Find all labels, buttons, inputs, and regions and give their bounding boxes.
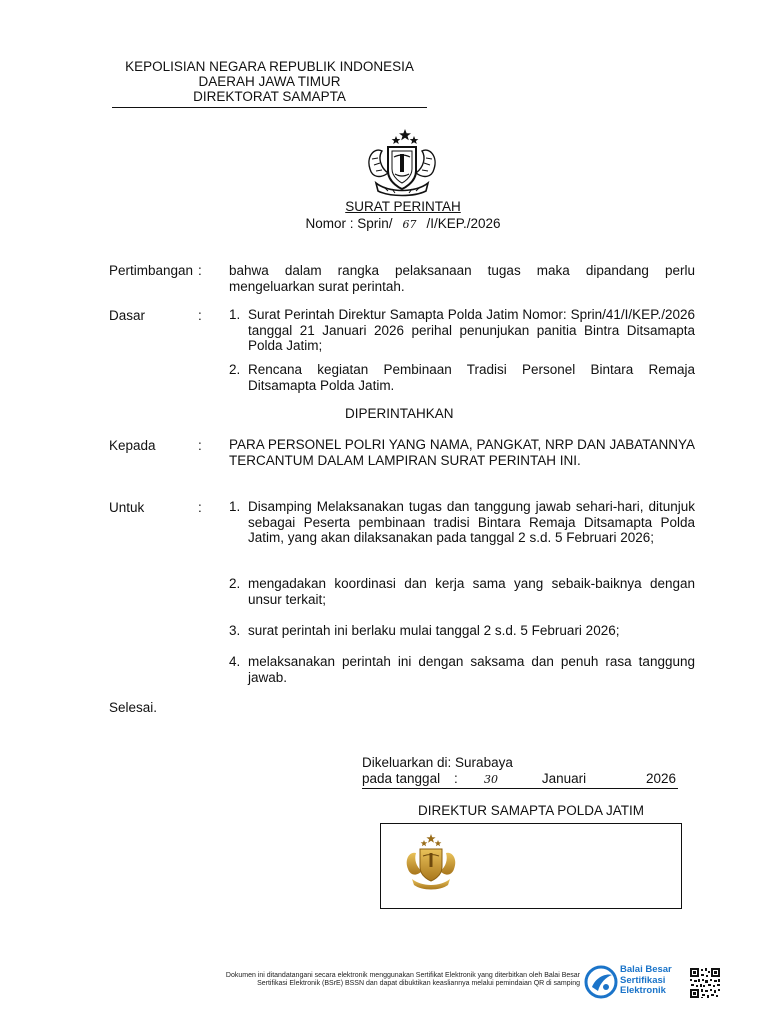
letterhead-line-3: DIREKTORAT SAMAPTA	[193, 89, 346, 104]
nomor-suffix: /I/KEP./2026	[426, 216, 501, 231]
issued-date-label: pada tanggal	[362, 771, 441, 786]
pertimbangan-label: Pertimbangan	[109, 263, 194, 278]
electronic-signature-note	[140, 972, 580, 988]
letterhead-line-2: DAERAH JAWA TIMUR	[198, 74, 341, 89]
untuk-item-number: 2.	[229, 576, 241, 591]
dasar-item-text: Surat Perintah Direktur Samapta Polda Jatim Nomor: Sprin/41/I/KEP./2026 tanggal 21 Januari 2026 perihal penunjukan panitia Bintra Ditsamapta Polda Jatim;	[248, 307, 695, 353]
signatory-position: DIREKTUR SAMAPTA POLDA JATIM	[417, 803, 645, 818]
issued-place-label: Dikeluarkan di	[362, 755, 448, 770]
closing-word: Selesai.	[109, 700, 158, 715]
dasar-item-number: 2.	[229, 362, 241, 377]
document-title: SURAT PERINTAH	[345, 199, 461, 214]
diperintahkan-heading: DIPERINTAHKAN	[345, 406, 454, 421]
dasar-label: Dasar	[109, 308, 146, 323]
untuk-item-number: 1.	[229, 499, 241, 514]
bsre-logo-icon	[584, 965, 618, 999]
issued-date-row	[362, 771, 678, 789]
police-emblem-icon	[360, 127, 444, 199]
untuk-item-number: 4.	[229, 654, 241, 669]
issued-day-handwritten: 30	[484, 773, 498, 786]
issued-date-colon: :	[454, 771, 458, 786]
gold-police-emblem-icon	[402, 833, 460, 893]
dasar-item-number: 1.	[229, 307, 241, 322]
nomor-handwritten-number: 67	[402, 218, 417, 231]
untuk-item-text: surat perintah ini berlaku mulai tanggal 2 s.d. 5 Februari 2026;	[248, 623, 620, 638]
note-line-2: Sertifikasi Elektronik (BSrE) BSSN dan dapat dibuktikan keasliannya melalui pemindaian QR di samping	[257, 980, 580, 987]
untuk-item-number: 3.	[229, 623, 241, 638]
bsre-line-3: Elektronik	[620, 985, 666, 996]
letterhead-underline	[112, 107, 427, 108]
dasar-colon: :	[198, 308, 202, 323]
untuk-item-3	[229, 623, 695, 639]
issued-place-row	[362, 755, 682, 771]
document-number	[296, 215, 510, 233]
letterhead-line-1: KEPOLISIAN NEGARA REPUBLIK INDONESIA	[125, 59, 414, 74]
dasar-item-2	[229, 362, 695, 393]
pertimbangan-colon: :	[198, 263, 202, 278]
issued-place-value: : Surabaya	[447, 755, 513, 770]
untuk-colon: :	[198, 500, 202, 515]
qr-code-icon	[689, 967, 721, 999]
bsre-name	[620, 965, 690, 997]
kepada-colon: :	[198, 438, 202, 453]
pertimbangan-text: bahwa dalam rangka pelaksanaan tugas maka dipandang perlu mengeluarkan surat perintah.	[229, 263, 695, 294]
issued-year: 2026	[645, 771, 676, 786]
dasar-item-text: Rencana kegiatan Pembinaan Tradisi Personel Bintara Remaja Ditsamapta Polda Jatim.	[248, 362, 695, 393]
untuk-item-2	[229, 576, 695, 607]
untuk-item-text: melaksanakan perintah ini dengan saksama dan penuh rasa tanggung jawab.	[248, 654, 695, 685]
dasar-item-1	[229, 307, 695, 354]
note-line-1: Dokumen ini ditandatangani secara elektronik menggunakan Sertifikat Elektronik yang diterbitkan oleh Balai Besar	[225, 972, 580, 979]
untuk-item-text: Disamping Melaksanakan tugas dan tanggung jawab sehari-hari, ditunjuk sebagai Peserta pembinaan tradisi Bintara Remaja Ditsamapta Polda Jatim, yang akan dilaksanakan pada tanggal 2 s.d. 5 Februari 2026;	[248, 499, 695, 545]
bsre-line-2: Sertifikasi	[620, 974, 666, 986]
untuk-item-text: mengadakan koordinasi dan kerja sama yang sebaik-baiknya dengan unsur terkait;	[248, 576, 695, 607]
untuk-item-4	[229, 654, 695, 685]
document-title-block	[296, 198, 510, 233]
nomor-prefix: Nomor : Sprin/	[305, 216, 393, 231]
untuk-item-1	[229, 499, 695, 546]
issued-month: Januari	[541, 771, 587, 786]
letterhead	[112, 59, 427, 104]
untuk-label: Untuk	[109, 500, 145, 515]
kepada-label: Kepada	[109, 438, 156, 453]
bsre-line-1: Balai Besar	[620, 964, 672, 975]
kepada-text: PARA PERSONEL POLRI YANG NAMA, PANGKAT, NRP DAN JABATANNYA TERCANTUM DALAM LAMPIRAN SURAT PERINTAH INI.	[229, 437, 695, 468]
